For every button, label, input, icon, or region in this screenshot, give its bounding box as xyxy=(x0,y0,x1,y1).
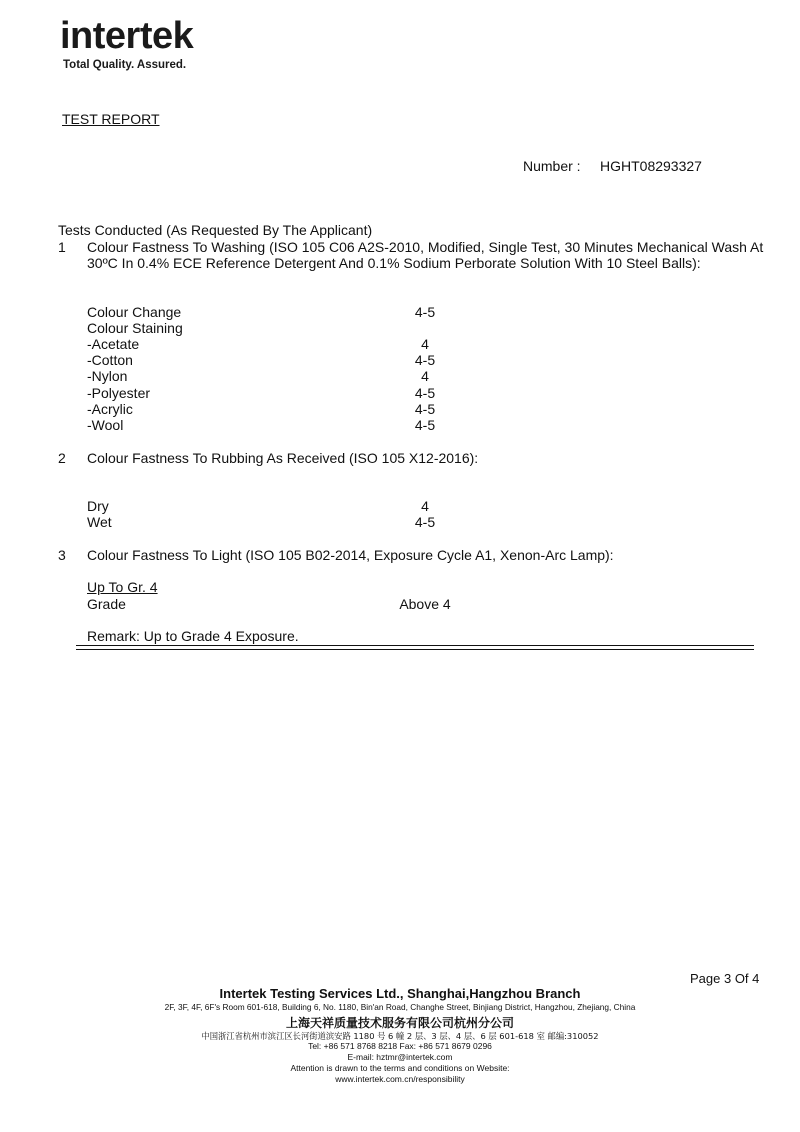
tests-intro: Tests Conducted (As Requested By The Applicant) xyxy=(58,222,373,238)
result-value: 4-5 xyxy=(414,401,436,417)
result-label: -Acetate xyxy=(87,336,140,352)
test-number: 3 xyxy=(58,547,66,563)
test-number: 2 xyxy=(58,450,66,466)
result-value: 4-5 xyxy=(414,352,436,368)
result-label: -Polyester xyxy=(87,385,151,401)
report-number-value: HGHT08293327 xyxy=(600,158,702,174)
result-value: 4 xyxy=(421,336,429,352)
result-label: -Acrylic xyxy=(87,401,133,417)
result-value: 4-5 xyxy=(414,385,436,401)
footer-address: 2F, 3F, 4F, 6F's Room 601-618, Building 6, No. 1180, Bin'an Road, Changhe Street, Binjiang District, Hangzhou, Zhejiang, China xyxy=(164,1002,636,1012)
test-heading-line1: Colour Fastness To Washing (ISO 105 C06 A2S-2010, Modified, Single Test, 30 Minutes Mechanical Wash At xyxy=(87,239,764,255)
result-label: -Wool xyxy=(87,417,124,433)
footer-company: Intertek Testing Services Ltd., Shanghai,Hangzhou Branch xyxy=(219,986,581,1001)
result-label: Wet xyxy=(87,514,112,530)
result-label: Dry xyxy=(87,498,109,514)
result-value: 4-5 xyxy=(414,417,436,433)
test-heading: Colour Fastness To Rubbing As Received (ISO 105 X12-2016): xyxy=(87,450,479,466)
footer-email: E-mail: hztmr@intertek.com xyxy=(347,1052,453,1062)
report-title: TEST REPORT xyxy=(62,111,160,127)
logo-tagline: Total Quality. Assured. xyxy=(63,59,187,71)
result-value: 4-5 xyxy=(414,514,436,530)
end-rule xyxy=(76,645,754,646)
test-heading-line2: 30ºC In 0.4% ECE Reference Detergent And 0.1% Sodium Perborate Solution With 10 Steel Balls): xyxy=(87,255,701,271)
footer-attention: Attention is drawn to the terms and conditions on Website: xyxy=(290,1063,510,1073)
result-label: -Nylon xyxy=(87,368,128,384)
test-heading: Colour Fastness To Light (ISO 105 B02-2014, Exposure Cycle A1, Xenon-Arc Lamp): xyxy=(87,547,614,563)
test-number: 1 xyxy=(58,239,66,255)
footer-company-chinese: 上海天祥质量技术服务有限公司杭州分公司 xyxy=(285,1016,514,1030)
result-value: 4-5 xyxy=(414,304,436,320)
result-label: -Cotton xyxy=(87,352,133,368)
result-value: Above 4 xyxy=(399,596,451,612)
remark-text: Remark: Up to Grade 4 Exposure. xyxy=(87,628,299,644)
intertek-logo: intertek xyxy=(60,15,194,57)
footer-phone: Tel: +86 571 8768 8218 Fax: +86 571 8679 0296 xyxy=(308,1041,492,1051)
result-label: Grade xyxy=(87,596,126,612)
report-number-label: Number : xyxy=(523,158,581,174)
footer-website: www.intertek.com.cn/responsibility xyxy=(335,1074,465,1084)
result-value: 4 xyxy=(421,368,429,384)
result-label: Colour Change xyxy=(87,304,182,320)
end-rule xyxy=(76,649,754,650)
result-label: Colour Staining xyxy=(87,320,183,336)
result-value: 4 xyxy=(421,498,429,514)
test-subheading: Up To Gr. 4 xyxy=(87,579,158,595)
page-number: Page 3 Of 4 xyxy=(690,971,760,986)
footer-address-chinese: 中国浙江省杭州市滨江区长河街道滨安路 1180 号 6 幢 2 层、3 层、4 层、6 层 601-618 室 邮编:310052 xyxy=(201,1031,599,1041)
